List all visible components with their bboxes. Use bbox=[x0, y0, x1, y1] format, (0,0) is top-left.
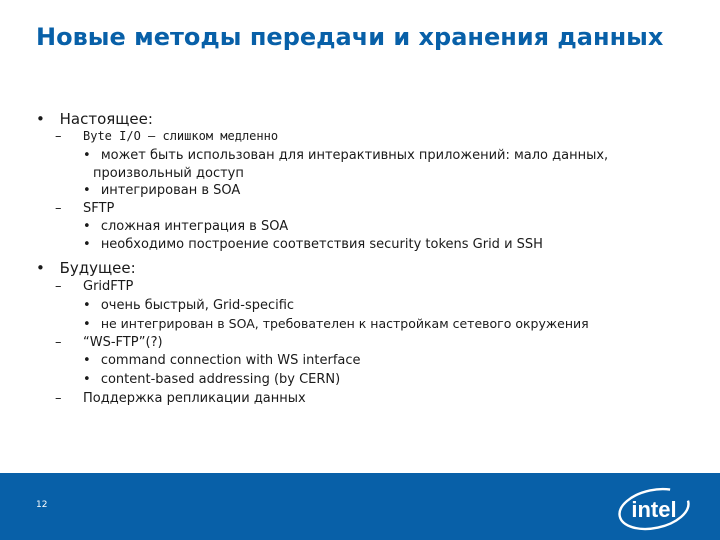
bullet-icon: • bbox=[83, 298, 91, 313]
bullet-icon: • bbox=[83, 183, 91, 198]
bullet-icon: • bbox=[83, 353, 91, 368]
section-heading: Настоящее: bbox=[59, 110, 153, 128]
slide-title: Новые методы передачи и хранения данных bbox=[36, 23, 664, 51]
list-item bbox=[55, 201, 115, 216]
page-number: 12 bbox=[36, 500, 48, 510]
item-label: GridFTP bbox=[83, 279, 134, 294]
item-label: Byte I/O – слишком медленно bbox=[83, 129, 279, 143]
logo-text: intel bbox=[631, 497, 677, 522]
bullet-icon: • bbox=[36, 259, 45, 277]
list-item bbox=[55, 279, 134, 294]
section-present bbox=[36, 110, 153, 128]
bullet-icon: • bbox=[83, 237, 91, 252]
dash-icon: – bbox=[55, 129, 62, 144]
bullet-icon: • bbox=[83, 317, 91, 332]
bullet-icon: • bbox=[83, 372, 91, 387]
list-subitem: • command connection with WS interface bbox=[83, 353, 361, 368]
list-item bbox=[55, 129, 279, 144]
bullet-icon: • bbox=[83, 219, 91, 234]
list-subitem: • может быть использован для интерактивных приложений: мало данных, bbox=[83, 148, 609, 163]
list-item bbox=[55, 335, 163, 350]
item-label: “WS-FTP”(?) bbox=[83, 335, 163, 350]
list-subitem-continuation: произвольный доступ bbox=[93, 166, 244, 181]
dash-icon: – bbox=[55, 391, 62, 406]
list-subitem: • не интегрирован в SOA, требователен к настройкам сетевого окружения bbox=[83, 316, 589, 332]
list-subitem: • необходимо построение соответствия security tokens Grid и SSH bbox=[83, 237, 543, 252]
dash-icon: – bbox=[55, 335, 62, 350]
footer-bar bbox=[0, 473, 720, 540]
item-label: Поддержка репликации данных bbox=[83, 391, 306, 406]
section-heading: Будущее: bbox=[59, 259, 136, 277]
dash-icon: – bbox=[55, 279, 62, 294]
list-subitem: • очень быстрый, Grid-specific bbox=[83, 298, 295, 313]
dash-icon: – bbox=[55, 201, 62, 216]
list-subitem: • content-based addressing (by CERN) bbox=[83, 372, 341, 387]
section-future bbox=[36, 259, 136, 277]
bullet-icon: • bbox=[83, 148, 91, 163]
bullet-icon: • bbox=[36, 110, 45, 128]
list-subitem: • интегрирован в SOA bbox=[83, 183, 241, 198]
item-label: SFTP bbox=[83, 201, 115, 216]
intel-logo-icon bbox=[616, 486, 692, 532]
list-item bbox=[55, 391, 306, 406]
list-subitem: • сложная интеграция в SOA bbox=[83, 219, 289, 234]
